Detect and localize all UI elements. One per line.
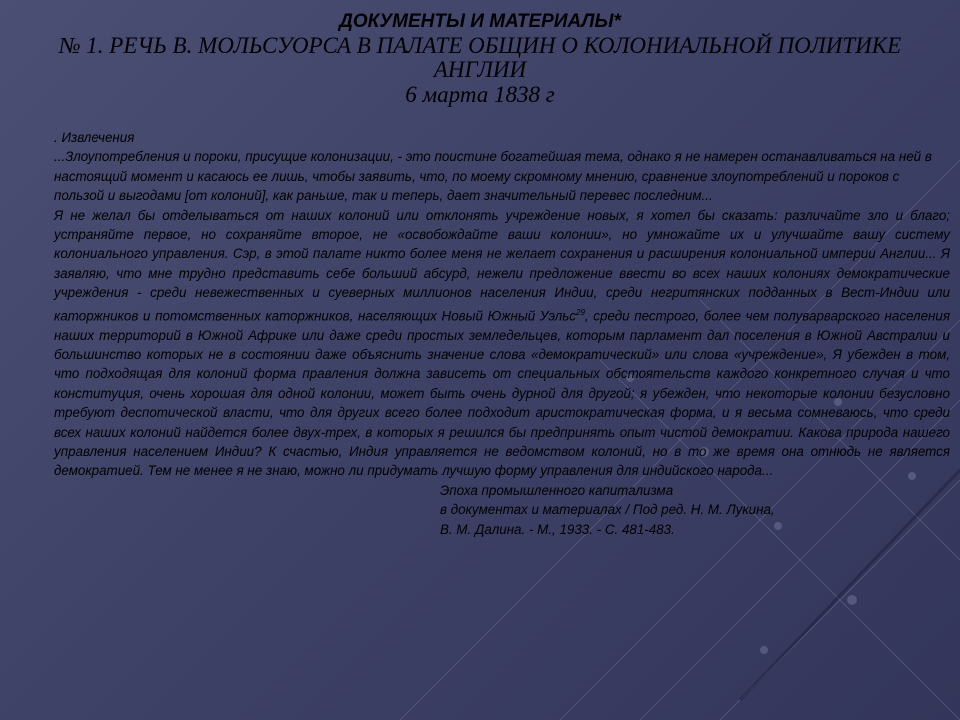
footnote-marker: 29 [576,307,585,317]
paragraph-2-text-b: , среди пестрого, более чем полуварварского населения наших территорий в Южной Африке или даже среди простых земледельцев, которым парламент дал поселения в Южной Австралии и большинство которых не в состоянии даже объяснить значение слова «демократический» или слова «учреждение», Я убежден в том, что подходящая для колоний форма правления должна зависеть от специальных обстоятельств каждого конкретного случая и что конституция, очень хорошая для одной колонии, может быть очень дурной для другой; я убежден, что некоторые колонии безусловно требуют деспотической власти, что для других всего более подходит аристократическая форма, и я весьма сомневаюсь, что среди всех наших колоний найдется более двух-трех, в которых я решился бы предпринять опыт чистой демократии. Какова природа нашего управления населением Индии? К счастью, Индия управляется не ведомством колоний, но в то же время она отнюдь не является демократией. Тем не менее я не знаю, можно ли придумать лучшую форму управления для индийского народа... [54,308,950,479]
document-date: 6 марта 1838 г [405,82,555,107]
extract-label: . Извлечения [54,130,135,145]
source-line-2: в документах и материалах / Под ред. Н. М. Лукина, [440,502,775,518]
document-title: № 1. РЕЧЬ В. МОЛЬСУОРСА В ПАЛАТЕ ОБЩИН О КОЛОНИАЛЬНОЙ ПОЛИТИКЕ АНГЛИИ [58,33,902,82]
section-title: ДОКУМЕНТЫ И МАТЕРИАЛЫ* [339,11,621,32]
source-line-3: В. М. Далина. - М., 1933. - С. 481-483. [440,521,675,537]
source-line-1: Эпоха промышленного капитализма [440,482,674,498]
title-block [40,10,920,108]
paragraph-2 [54,206,950,481]
paragraph-1: ...Злоупотребления и пороки, присущие колонизации, - это поистине богатейшая тема, однако я не намерен останавливаться на ней в настоящий момент и касаюсь ее лишь, чтобы заявить, что, по моему скромному мнению, сравнение злоупотреблений и пороков с пользой и выгодами [от колоний], как раньше, так и теперь, дает значительный перевес последним... [54,149,932,204]
paragraph-2-text-a: Я не желал бы отделываться от наших колоний или отклонять учреждение новых, я хотел бы сказать: различайте зло и благо; устраняйте первое, но сохраняйте второе, не «освобождайте ваши колонии», но умножайте их и улучшайте вашу систему колониального управления. Сэр, в этой палате никто более меня не желает сохранения и расширения колониальной империи Англии... Я заявляю, что мне трудно представить себе больший абсурд, нежели предложение ввести во всех наших колониях демократические учреждения - среди невежественных и суеверных миллионов населения Индии, среди негритянских подданных в Вест-Индии или каторжников и потомственных каторжников, населяющих Новый Южный Уэльс [54,207,950,324]
document-body [54,128,950,539]
